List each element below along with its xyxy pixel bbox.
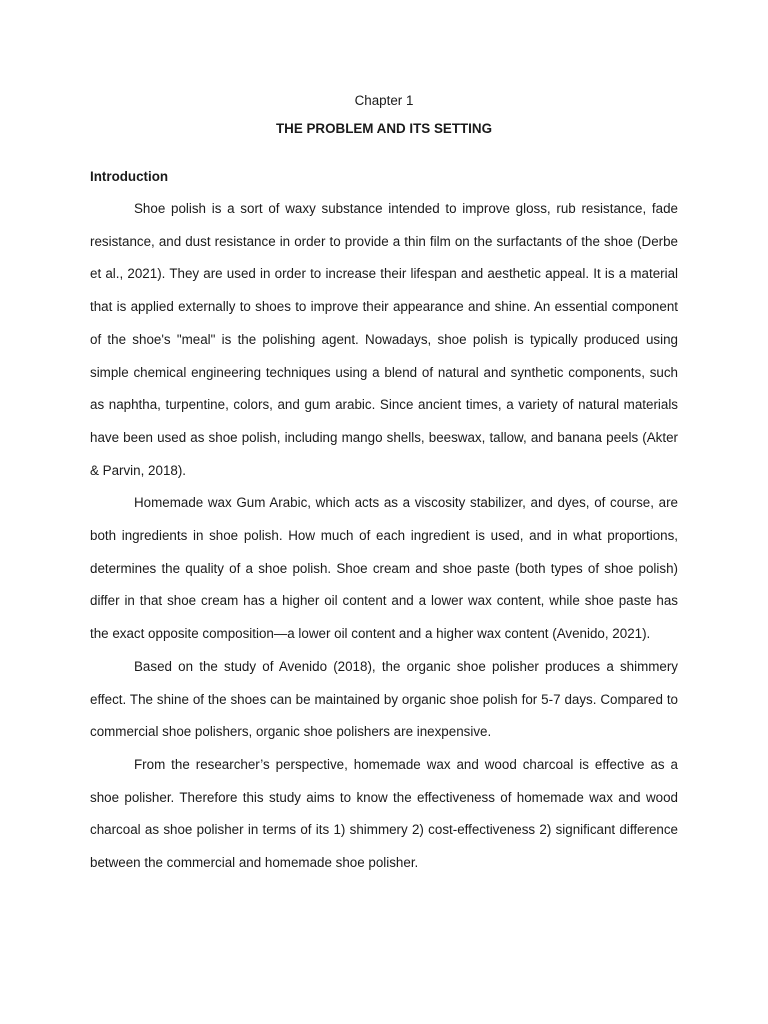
paragraph-2: Homemade wax Gum Arabic, which acts as a viscosity stabilizer, and dyes, of course, are both ingredients in shoe polish. How much of each ingredient is used, and in what proportions, determines the quality of a shoe polish. Shoe cream and shoe paste (both types of shoe polish) differ in that shoe cream has a higher oil content and a lower wax content, while shoe paste has the exact opposite composition—a lower oil content and a higher wax content (Avenido, 2021). bbox=[90, 495, 678, 642]
paragraph-4: From the researcher’s perspective, homemade wax and wood charcoal is effective as a shoe polisher. Therefore this study aims to know the effectiveness of homemade wax and wood charcoal as shoe polisher in terms of its 1) shimmery 2) cost-effectiveness 2) significant difference between the commercial and homemade shoe polisher. bbox=[90, 756, 678, 871]
paragraph-3: Based on the study of Avenido (2018), the organic shoe polisher produces a shimmery effect. The shine of the shoes can be maintained by organic shoe polish for 5-7 days. Compared to commercial shoe polishers, organic shoe polishers are inexpensive. bbox=[90, 658, 678, 740]
chapter-title: THE PROBLEM AND ITS SETTING bbox=[276, 121, 492, 136]
paragraph-1: Shoe polish is a sort of waxy substance intended to improve gloss, rub resistance, fade resistance, and dust resistance in order to provide a thin film on the surfactants of the shoe (Derbe et al., 2021). They are used in order to increase their lifespan and aesthetic appeal. It is a material that is applied externally to shoes to improve their appearance and shine. An essential component of the shoe's "meal" is the polishing agent. Nowadays, shoe polish is typically produced using simple chemical engineering techniques using a blend of natural and synthetic components, such as naphtha, turpentine, colors, and gum arabic. Since ancient times, a variety of natural materials have been used as shoe polish, including mango shells, beeswax, tallow, and banana peels (Akter & Parvin, 2018). bbox=[90, 201, 678, 478]
document-page bbox=[90, 92, 678, 880]
chapter-label: Chapter 1 bbox=[354, 93, 414, 108]
section-heading: Introduction bbox=[90, 169, 169, 184]
section-body bbox=[90, 193, 678, 880]
